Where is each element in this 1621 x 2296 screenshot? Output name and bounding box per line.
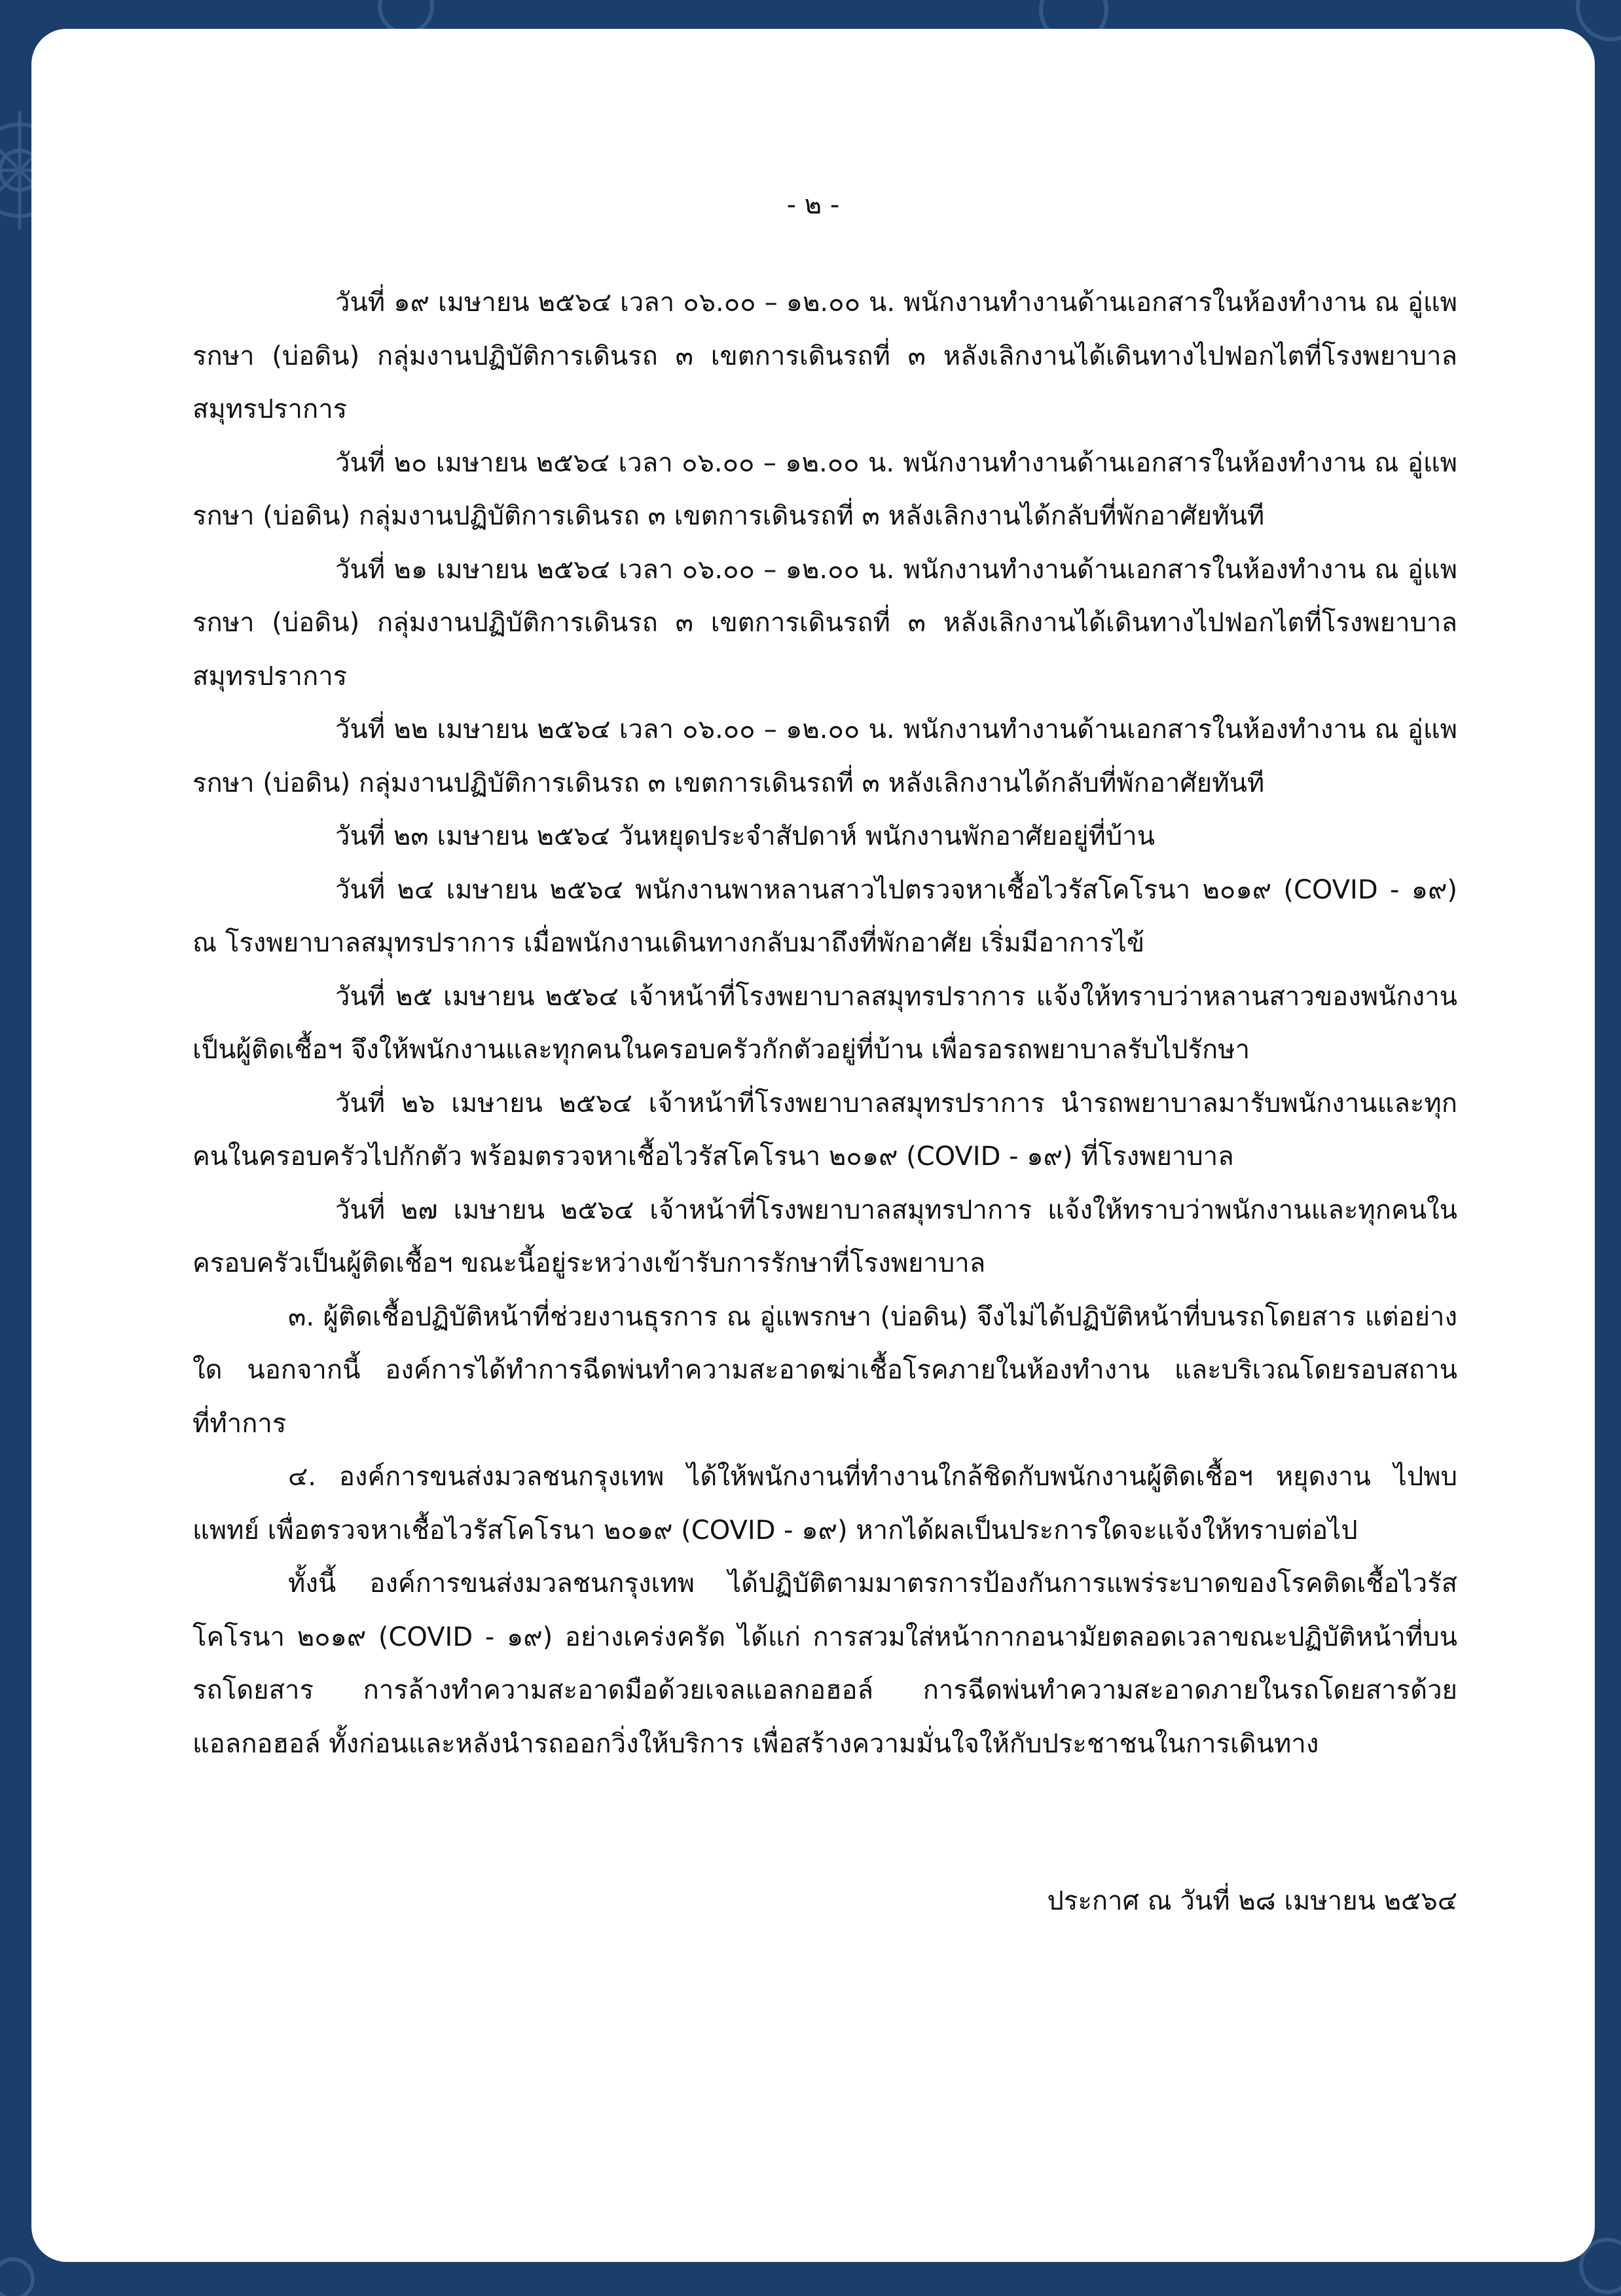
document-body: [192, 276, 1457, 1771]
timeline-paragraph-20-april: วันที่ ๒๐ เมษายน ๒๕๖๔ เวลา ๐๖.๐๐ – ๑๒.๐๐ น. พนักงานทำงานด้านเอกสารในห้องทำงาน ณ อู่แพรกษา (บ่อดิน) กลุ่มงานปฏิบัติการเดินรถ ๓ เขตการเดินรถที่ ๓ หลังเลิกงานได้กลับที่พักอาศัยทันที: [192, 447, 1457, 531]
timeline-paragraph-23-april: วันที่ ๒๓ เมษายน ๒๕๖๔ วันหยุดประจำสัปดาห์ พนักงานพักอาศัยอยู่ที่บ้าน: [335, 821, 1156, 851]
page-number: - ๒ -: [786, 190, 840, 220]
timeline-paragraph-24-april: วันที่ ๒๔ เมษายน ๒๕๖๔ พนักงานพาหลานสาวไปตรวจหาเชื้อไวรัสโคโรนา ๒๐๑๙ (COVID - ๑๙) ณ โรงพยาบาลสมุทรปราการ เมื่อพนักงานเดินทางกลับมาถึงที่พักอาศัย เริ่มมีอาการไข้: [192, 874, 1457, 958]
numbered-item-3: ๓. ผู้ติดเชื้อปฏิบัติหน้าที่ช่วยงานธุรการ ณ อู่แพรกษา (บ่อดิน) จึงไม่ได้ปฏิบัติหน้าที่บนรถโดยสาร แต่อย่างใด นอกจากนี้ องค์การได้ทำการฉีดพ่นทำความสะอาดฆ่าเชื้อโรคภายในห้องทำงาน และบริเวณโดยรอบสถานที่ทำการ: [192, 1301, 1457, 1439]
timeline-paragraph-19-april: วันที่ ๑๙ เมษายน ๒๕๖๔ เวลา ๐๖.๐๐ – ๑๒.๐๐ น. พนักงานทำงานด้านเอกสารในห้องทำงาน ณ อู่แพรกษา (บ่อดิน) กลุ่มงานปฏิบัติการเดินรถ ๓ เขตการเดินรถที่ ๓ หลังเลิกงานได้เดินทางไปฟอกไตที่โรงพยาบาลสมุทรปราการ: [192, 287, 1457, 424]
closing-paragraph: ทั้งนี้ องค์การขนส่งมวลชนกรุงเทพ ได้ปฏิบัติตามมาตรการป้องกันการแพร่ระบาดของโรคติดเชื้อไวรัสโคโรนา ๒๐๑๙ (COVID - ๑๙) อย่างเคร่งครัด ได้แก่ การสวมใส่หน้ากากอนามัยตลอดเวลาขณะปฏิบัติหน้าที่บนรถโดยสาร การล้างทำความสะอาดมือด้วยเจลแอลกอฮอล์ การฉีดพ่นทำความสะอาดภายในรถโดยสารด้วยแอลกอฮอล์ ทั้งก่อนและหลังนำรถออกวิ่งให้บริการ เพื่อสร้างความมั่นใจให้กับประชาชนในการเดินทาง: [192, 1568, 1457, 1759]
timeline-paragraph-25-april: วันที่ ๒๕ เมษายน ๒๕๖๔ เจ้าหน้าที่โรงพยาบาลสมุทรปราการ แจ้งให้ทราบว่าหลานสาวของพนักงานเป็นผู้ติดเชื้อฯ จึงให้พนักงานและทุกคนในครอบครัวกักตัวอยู่ที่บ้าน เพื่อรอรถพยาบาลรับไปรักษา: [192, 981, 1457, 1065]
timeline-paragraph-22-april: วันที่ ๒๒ เมษายน ๒๕๖๔ เวลา ๐๖.๐๐ – ๑๒.๐๐ น. พนักงานทำงานด้านเอกสารในห้องทำงาน ณ อู่แพรกษา (บ่อดิน) กลุ่มงานปฏิบัติการเดินรถ ๓ เขตการเดินรถที่ ๓ หลังเลิกงานได้กลับที่พักอาศัยทันที: [192, 714, 1457, 798]
timeline-paragraph-21-april: วันที่ ๒๑ เมษายน ๒๕๖๔ เวลา ๐๖.๐๐ – ๑๒.๐๐ น. พนักงานทำงานด้านเอกสารในห้องทำงาน ณ อู่แพรกษา (บ่อดิน) กลุ่มงานปฏิบัติการเดินรถ ๓ เขตการเดินรถที่ ๓ หลังเลิกงานได้เดินทางไปฟอกไตที่โรงพยาบาลสมุทรปราการ: [192, 554, 1457, 692]
timeline-paragraph-27-april: วันที่ ๒๗ เมษายน ๒๕๖๔ เจ้าหน้าที่โรงพยาบาลสมุทรปาการ แจ้งให้ทราบว่าพนักงานและทุกคนในครอบครัวเป็นผู้ติดเชื้อฯ ขณะนี้อยู่ระหว่างเข้ารับการรักษาที่โรงพยาบาล: [192, 1194, 1457, 1278]
timeline-paragraph-26-april: วันที่ ๒๖ เมษายน ๒๕๖๔ เจ้าหน้าที่โรงพยาบาลสมุทรปราการ นำรถพยาบาลมารับพนักงานและทุกคนในครอบครัวไปกักตัว พร้อมตรวจหาเชื้อไวรัสโคโรนา ๒๐๑๙ (COVID - ๑๙) ที่โรงพยาบาล: [192, 1088, 1457, 1172]
numbered-item-4: ๔. องค์การขนส่งมวลชนกรุงเทพ ได้ให้พนักงานที่ทำงานใกล้ชิดกับพนักงานผู้ติดเชื้อฯ หยุดงาน ไปพบแพทย์ เพื่อตรวจหาเชื้อไวรัสโคโรนา ๒๐๑๙ (COVID - ๑๙) หากได้ผลเป็นประการใดจะแจ้งให้ทราบต่อไป: [192, 1462, 1457, 1546]
document-page: [31, 29, 1595, 2262]
announcement-date: ประกาศ ณ วันที่ ๒๘ เมษายน ๒๕๖๔: [1047, 1886, 1457, 1916]
